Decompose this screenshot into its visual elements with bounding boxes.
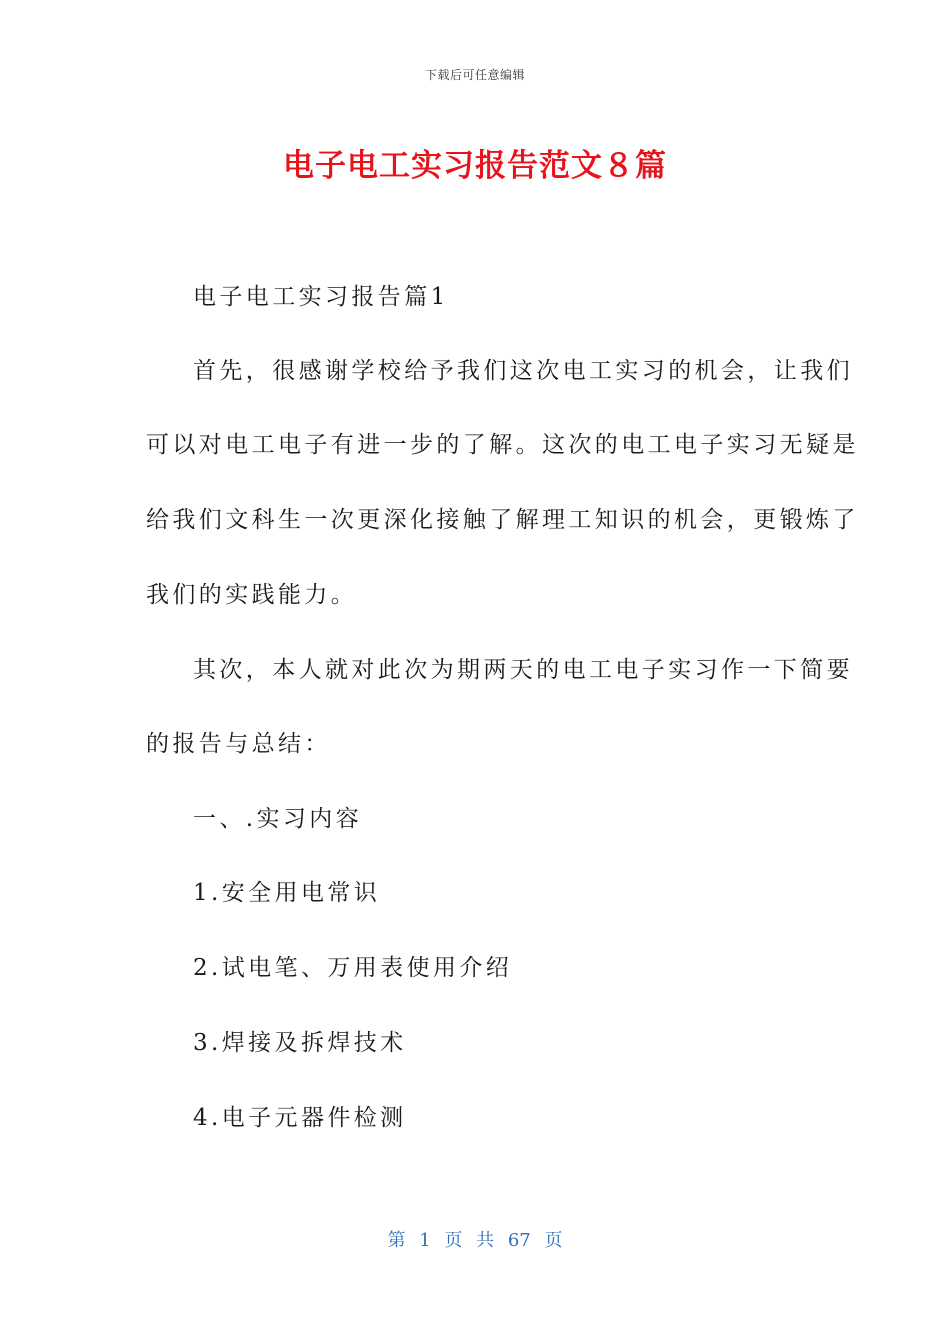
section-heading: 电子电工实习报告篇1	[193, 284, 449, 310]
list-item: 4.电子元器件检测	[193, 1105, 407, 1131]
list-item: 3.焊接及拆焊技术	[193, 1030, 407, 1056]
paragraph-line: 我们的实践能力。	[146, 582, 358, 608]
page-header-note: 下载后可任意编辑	[424, 68, 525, 82]
paragraph-line: 可以对电工电子有进一步的了解。这次的电工电子实习无疑是	[146, 432, 859, 458]
paragraph-line: 的报告与总结：	[146, 731, 331, 757]
paragraph-line: 其次，本人就对此次为期两天的电工电子实习作一下简要	[193, 657, 853, 683]
subsection-heading: 一、.实习内容	[193, 806, 363, 832]
document-title: 电子电工实习报告范文８篇	[283, 148, 667, 184]
list-item: 2.试电笔、万用表使用介绍	[193, 955, 513, 981]
page-number: 第 1 页 共 67 页	[387, 1230, 563, 1251]
paragraph-line: 给我们文科生一次更深化接触了解理工知识的机会，更锻炼了	[146, 507, 859, 533]
list-item: 1.安全用电常识	[193, 880, 381, 906]
paragraph-line: 首先，很感谢学校给予我们这次电工实习的机会，让我们	[193, 358, 853, 384]
